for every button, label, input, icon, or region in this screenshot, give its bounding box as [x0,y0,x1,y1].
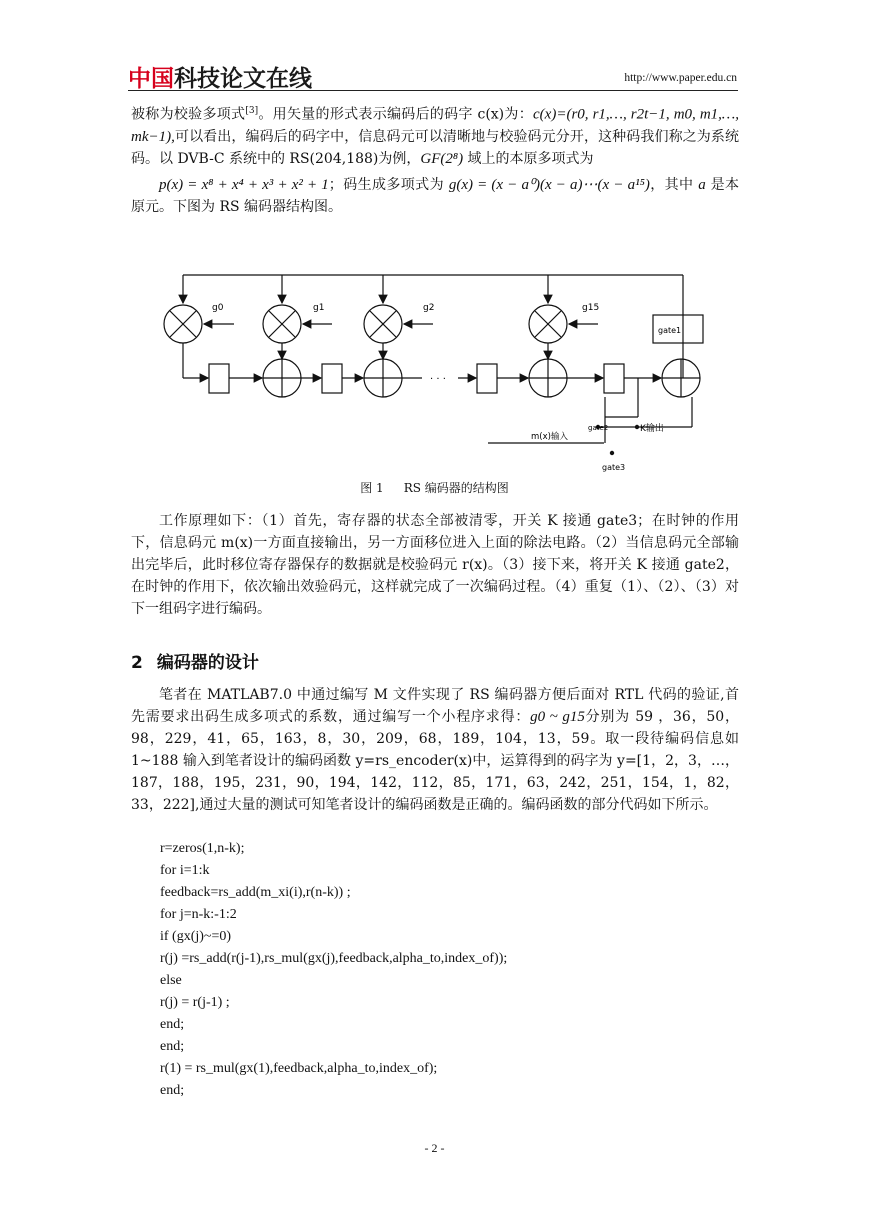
code-line: feedback=rs_add(m_xi(i),r(n-k)) ; [160,885,351,900]
diagram-label-gate2: gate2 [588,424,609,432]
header-url[interactable]: http://www.paper.edu.cn [624,72,737,84]
section-number: 2 [131,653,143,673]
design-text-2: 分别为 59 ，36，50， 98，229，41，65，163，8，30，209，68，189，104，13，59。取一段待编码信息如 1~188 输入到笔者设计的编码函数 y=rs_encoder(x)中，运算得到的码字为 y=[1，2，3，…，187，188，195，231，90，194，142，112，85，171，63，242，251，154，1，82，33，222],通过大量的测试可知笔者设计的编码函数是正确的。编码函数的部分代码如下所示。 [131,709,740,813]
diagram-ellipsis: · · · [430,374,446,385]
generator-polynomial: g(x) = (x − a⁰)(x − a)⋯(x − a¹⁵) [448,176,650,193]
poly-tail-text: 是本原元。下图为 RS 编码器结构图。 [131,176,739,215]
codeword-vector: c(x)=(r0, r1,…, r2t−1, m0, m1,…, mk−1), [131,106,739,145]
intro-line1-post: 。用矢量的形式表示编码后的码字 c(x)为： [258,106,534,123]
diagram-label-gate1: gate1 [658,326,682,335]
galois-field: GF(2⁸) [420,150,464,167]
diagram-label-g15: g15 [582,303,600,313]
citation-ref: [3] [245,106,259,116]
code-line: else [160,973,182,988]
diagram-label-input: m(x)输入 [531,432,568,442]
code-line: r(j) =rs_add(r(j-1),rs_mul(gx(j),feedback,alpha_to,index_of)); [160,951,508,966]
primitive-element: a [698,176,706,193]
section-title: 编码器的设计 [156,653,259,673]
code-line: for j=n-k:-1:2 [160,907,237,922]
figure-caption [0,479,869,496]
code-line: for i=1:k [160,863,210,878]
figure-number: 图 1 [360,481,384,495]
diagram-label-g0: g0 [212,303,224,313]
poly-mid-text: ；码生成多项式为 [328,176,449,193]
diagram-label-g2: g2 [423,303,435,313]
header-divider [128,90,738,91]
diagram-label-output: K输出 [640,424,664,434]
logo-dark-part: 科技论文在线 [174,66,312,92]
working-principle-paragraph: 工作原理如下：（1）首先，寄存器的状态全部被清零，开关 K 接通 gate3；在时钟的作用下，信息码元 m(x)一方面直接输出，另一方面移位进入上面的除法电路。（2）当信息码元全部输出完毕后，此时移位寄存器保存的数据就是校验码元 r(x)。（3）接下来，将开关 K 接通 gate2，在时钟的作用下，依次输出效验码元，这样就完成了一次编码过程。（4）重复（1）、（2）、（3）对下一组码字进行编码。 [131,513,739,617]
code-line: if (gx(j)~=0) [160,929,232,944]
page-number: - 2 - [424,1141,445,1155]
diagram-label-g1: g1 [313,303,325,313]
code-line: end; [160,1017,185,1032]
poly-end-text: ，其中 [649,176,699,193]
primitive-polynomial: p(x) = x⁸ + x⁴ + x³ + x² + 1 [159,176,329,193]
code-line: r(j) = r(j-1) ; [160,995,230,1010]
diagram-label-gate3: gate3 [602,463,626,472]
journal-logo [128,60,312,93]
code-listing [160,838,507,1102]
code-line: r(1) = rs_mul(gx(1),feedback,alpha_to,index_of); [160,1061,438,1076]
design-text-1: 笔者在 MATLAB7.0 中通过编写 M 文件实现了 RS 编码器方便后面对 RTL 代码的验证,首先需要求出码生成多项式的系数，通过编写一个小程序求得： [131,687,739,725]
code-line: r=zeros(1,n-k); [160,841,245,856]
design-paragraph [131,684,739,816]
logo-red-part: 中国 [128,66,174,92]
section-heading [131,648,259,673]
intro-line2-post: 域上的本原多项式为 [463,150,594,167]
figure-title: RS 编码器的结构图 [403,481,509,495]
intro-paragraph [131,100,739,218]
rs-encoder-diagram [150,265,710,475]
intro-line1-pre: 被称为校验多项式 [131,106,246,123]
coefficient-range: g0 ~ g15 [530,709,585,725]
intro-line2: 可以看出，编码后的码字中，信息码元可以清晰地与校验码元分开，这种码我们称之为系统码。以 DVB-C 系统中的 RS(204,188)为例， [131,128,739,167]
code-line: end; [160,1083,185,1098]
code-line: end; [160,1039,185,1054]
